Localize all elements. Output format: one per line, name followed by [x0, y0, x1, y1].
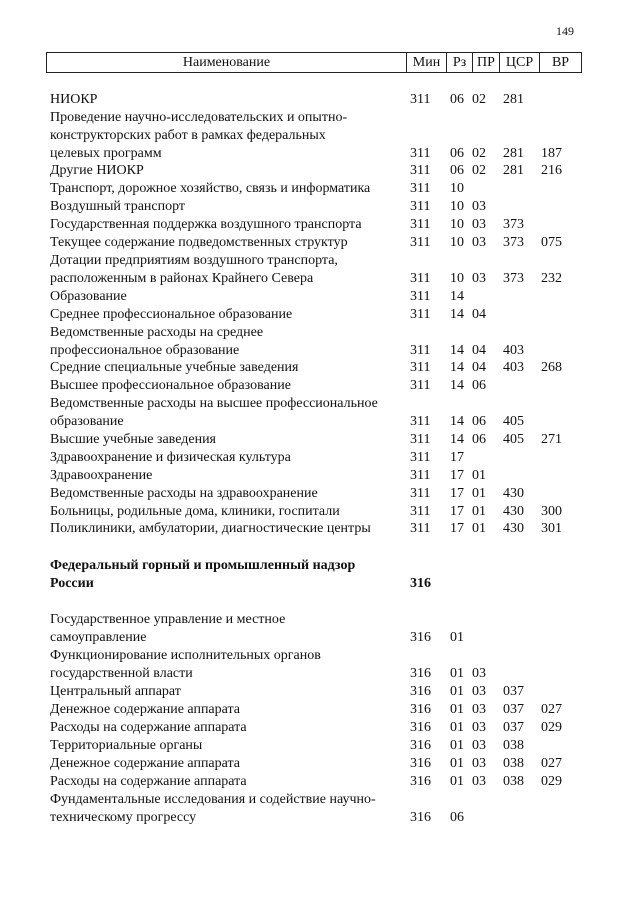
- cell-name: Функционирование исполнительных органов: [50, 648, 321, 663]
- cell-min: 311: [410, 414, 431, 429]
- cell-min: 311: [410, 235, 431, 250]
- cell-name: Проведение научно-исследовательских и опытно-: [50, 110, 348, 125]
- table-row: [0, 719, 640, 737]
- cell-csr: 038: [503, 774, 524, 789]
- cell-rz: 17: [450, 521, 464, 536]
- cell-name: профессиональное образование: [50, 343, 240, 358]
- header-vr: ВР: [539, 53, 581, 72]
- cell-rz: 06: [450, 163, 464, 178]
- cell-rz: 10: [450, 271, 464, 286]
- cell-min: 316: [410, 810, 431, 825]
- cell-min: 311: [410, 343, 431, 358]
- cell-min: 311: [410, 163, 431, 178]
- cell-name: Здравоохранение и физическая культура: [50, 450, 291, 465]
- cell-min: 311: [410, 450, 431, 465]
- cell-vr: 216: [541, 163, 562, 178]
- cell-rz: 01: [450, 630, 464, 645]
- cell-min: 311: [410, 146, 431, 161]
- cell-pr: 03: [472, 720, 486, 735]
- cell-min: 316: [410, 702, 431, 717]
- cell-csr: 037: [503, 702, 524, 717]
- table-row: [0, 413, 640, 431]
- cell-pr: 01: [472, 486, 486, 501]
- cell-rz: 17: [450, 504, 464, 519]
- cell-name: Федеральный горный и промышленный надзор: [50, 558, 356, 573]
- cell-pr: 03: [472, 199, 486, 214]
- cell-name: Транспорт, дорожное хозяйство, связь и информатика: [50, 181, 371, 196]
- table-row: [0, 306, 640, 324]
- table-row: [0, 252, 640, 270]
- cell-name: самоуправление: [50, 630, 147, 645]
- table-row: [0, 91, 640, 109]
- table-row: [0, 503, 640, 521]
- table-row: [0, 395, 640, 413]
- cell-name: Воздушный транспорт: [50, 199, 186, 214]
- table-row: [0, 467, 640, 485]
- cell-csr: 403: [503, 343, 524, 358]
- cell-csr: 037: [503, 720, 524, 735]
- table-row: [0, 665, 640, 683]
- table-row: [0, 575, 640, 593]
- cell-csr: 037: [503, 684, 524, 699]
- cell-csr: 281: [503, 163, 524, 178]
- cell-name: государственной власти: [50, 666, 193, 681]
- table-row: [0, 485, 640, 503]
- cell-csr: 373: [503, 271, 524, 286]
- cell-rz: 06: [450, 146, 464, 161]
- cell-min: 311: [410, 432, 431, 447]
- header-csr: ЦСР: [499, 53, 539, 72]
- table-row: [0, 737, 640, 755]
- table-row: [0, 773, 640, 791]
- cell-pr: 06: [472, 432, 486, 447]
- cell-name: Высшие учебные заведения: [50, 432, 216, 447]
- cell-name: Здравоохранение: [50, 468, 153, 483]
- cell-name: Ведомственные расходы на здравоохранение: [50, 486, 318, 501]
- cell-rz: 10: [450, 217, 464, 232]
- cell-name: Денежное содержание аппарата: [50, 756, 241, 771]
- table-row: [0, 755, 640, 773]
- cell-pr: 01: [472, 521, 486, 536]
- table-row: [0, 629, 640, 647]
- cell-pr: 04: [472, 360, 486, 375]
- cell-pr: 06: [472, 378, 486, 393]
- cell-rz: 01: [450, 774, 464, 789]
- table-row: [0, 431, 640, 449]
- cell-name: Центральный аппарат: [50, 684, 181, 699]
- header-name: Наименование: [182, 55, 271, 70]
- cell-name: техническому прогрессу: [50, 810, 197, 825]
- cell-pr: 03: [472, 738, 486, 753]
- cell-min: 316: [410, 738, 431, 753]
- cell-min: 311: [410, 92, 431, 107]
- cell-name: Фундаментальные исследования и содействие научно-: [50, 792, 376, 807]
- cell-vr: 027: [541, 756, 562, 771]
- header-rz: Рз: [446, 53, 472, 72]
- cell-csr: 405: [503, 414, 524, 429]
- cell-name: расположенным в районах Крайнего Севера: [50, 271, 314, 286]
- cell-min: 316: [410, 720, 431, 735]
- cell-name: образование: [50, 414, 124, 429]
- cell-name: Образование: [50, 289, 127, 304]
- table-row: [0, 647, 640, 665]
- table-row: [0, 216, 640, 234]
- cell-name: Средние специальные учебные заведения: [50, 360, 299, 375]
- cell-csr: 281: [503, 146, 524, 161]
- cell-name: Государственное управление и местное: [50, 612, 286, 627]
- table-row: [0, 791, 640, 809]
- cell-min: 311: [410, 289, 431, 304]
- cell-rz: 01: [450, 666, 464, 681]
- cell-name: конструкторских работ в рамках федеральных: [50, 128, 326, 143]
- cell-pr: 03: [472, 666, 486, 681]
- cell-rz: 14: [450, 360, 464, 375]
- cell-name: Ведомственные расходы на среднее: [50, 325, 264, 340]
- table-row: [0, 611, 640, 629]
- cell-min: 311: [410, 199, 431, 214]
- cell-vr: 300: [541, 504, 562, 519]
- cell-pr: 03: [472, 235, 486, 250]
- cell-vr: 187: [541, 146, 562, 161]
- cell-min: 311: [410, 486, 431, 501]
- cell-rz: 01: [450, 720, 464, 735]
- cell-pr: 03: [472, 684, 486, 699]
- cell-csr: 038: [503, 756, 524, 771]
- cell-rz: 14: [450, 307, 464, 322]
- cell-rz: 10: [450, 235, 464, 250]
- cell-pr: 03: [472, 774, 486, 789]
- cell-rz: 01: [450, 738, 464, 753]
- cell-vr: 271: [541, 432, 562, 447]
- cell-name: НИОКР: [50, 92, 98, 107]
- cell-rz: 06: [450, 92, 464, 107]
- table-row: [0, 270, 640, 288]
- cell-rz: 01: [450, 684, 464, 699]
- cell-rz: 10: [450, 199, 464, 214]
- cell-csr: 373: [503, 235, 524, 250]
- cell-name: целевых программ: [50, 146, 162, 161]
- cell-min: 311: [410, 217, 431, 232]
- cell-csr: 405: [503, 432, 524, 447]
- table-row: [0, 109, 640, 127]
- cell-rz: 01: [450, 756, 464, 771]
- cell-rz: 10: [450, 181, 464, 196]
- cell-pr: 02: [472, 163, 486, 178]
- header-min: Мин: [406, 53, 446, 72]
- cell-csr: 281: [503, 92, 524, 107]
- cell-csr: 430: [503, 486, 524, 501]
- table-row: [0, 162, 640, 180]
- cell-min: 311: [410, 181, 431, 196]
- table-row: [0, 324, 640, 342]
- cell-name: Высшее профессиональное образование: [50, 378, 291, 393]
- cell-name: Расходы на содержание аппарата: [50, 774, 247, 789]
- cell-min: 311: [410, 521, 431, 536]
- cell-pr: 01: [472, 504, 486, 519]
- table-row: [0, 145, 640, 163]
- cell-vr: 029: [541, 774, 562, 789]
- cell-vr: 232: [541, 271, 562, 286]
- table-row: [0, 520, 640, 538]
- cell-name: Поликлиники, амбулатории, диагностические центры: [50, 521, 371, 536]
- cell-name: Государственная поддержка воздушного транспорта: [50, 217, 362, 232]
- table-header: [46, 52, 582, 73]
- cell-vr: 027: [541, 702, 562, 717]
- cell-min: 311: [410, 468, 431, 483]
- cell-rz: 17: [450, 486, 464, 501]
- cell-min: 316: [410, 630, 431, 645]
- table-row: [0, 342, 640, 360]
- cell-pr: 03: [472, 702, 486, 717]
- cell-min: 311: [410, 271, 431, 286]
- cell-pr: 03: [472, 756, 486, 771]
- cell-pr: 04: [472, 343, 486, 358]
- cell-pr: 03: [472, 271, 486, 286]
- table-row: [0, 180, 640, 198]
- table-row: [0, 449, 640, 467]
- cell-rz: 14: [450, 289, 464, 304]
- cell-min: 316: [410, 666, 431, 681]
- cell-rz: 14: [450, 343, 464, 358]
- cell-name: Денежное содержание аппарата: [50, 702, 241, 717]
- table-row: [0, 377, 640, 395]
- cell-name: Больницы, родильные дома, клиники, госпитали: [50, 504, 340, 519]
- cell-csr: 403: [503, 360, 524, 375]
- cell-rz: 14: [450, 432, 464, 447]
- cell-rz: 17: [450, 468, 464, 483]
- cell-csr: 430: [503, 504, 524, 519]
- header-pr: ПР: [472, 53, 499, 72]
- cell-csr: 430: [503, 521, 524, 536]
- page-number: 149: [556, 24, 574, 38]
- cell-name: Ведомственные расходы на высшее профессиональное: [50, 396, 378, 411]
- cell-pr: 04: [472, 307, 486, 322]
- cell-name: Другие НИОКР: [50, 163, 144, 178]
- table-row: [0, 701, 640, 719]
- cell-min: 316: [410, 756, 431, 771]
- cell-name: Дотации предприятиям воздушного транспорта,: [50, 253, 338, 268]
- table-row: [0, 557, 640, 575]
- cell-min: 316: [410, 576, 431, 591]
- cell-rz: 01: [450, 702, 464, 717]
- cell-csr: 373: [503, 217, 524, 232]
- table-row: [0, 683, 640, 701]
- cell-vr: 301: [541, 521, 562, 536]
- table-row: [0, 359, 640, 377]
- cell-min: 316: [410, 774, 431, 789]
- table-row: [0, 198, 640, 216]
- cell-pr: 03: [472, 217, 486, 232]
- cell-vr: 268: [541, 360, 562, 375]
- table-row: [0, 127, 640, 145]
- cell-min: 311: [410, 378, 431, 393]
- cell-pr: 06: [472, 414, 486, 429]
- cell-name: Территориальные органы: [50, 738, 203, 753]
- cell-min: 311: [410, 504, 431, 519]
- cell-name: России: [50, 576, 94, 591]
- cell-vr: 075: [541, 235, 562, 250]
- cell-vr: 029: [541, 720, 562, 735]
- cell-name: Текущее содержание подведомственных структур: [50, 235, 348, 250]
- cell-min: 316: [410, 684, 431, 699]
- table-row: [0, 288, 640, 306]
- cell-min: 311: [410, 307, 431, 322]
- cell-pr: 01: [472, 468, 486, 483]
- table-row: [0, 809, 640, 827]
- cell-min: 311: [410, 360, 431, 375]
- cell-rz: 14: [450, 378, 464, 393]
- cell-name: Расходы на содержание аппарата: [50, 720, 247, 735]
- cell-csr: 038: [503, 738, 524, 753]
- cell-pr: 02: [472, 92, 486, 107]
- table-row: [0, 234, 640, 252]
- cell-rz: 06: [450, 810, 464, 825]
- cell-pr: 02: [472, 146, 486, 161]
- cell-name: Среднее профессиональное образование: [50, 307, 293, 322]
- cell-rz: 14: [450, 414, 464, 429]
- cell-rz: 17: [450, 450, 464, 465]
